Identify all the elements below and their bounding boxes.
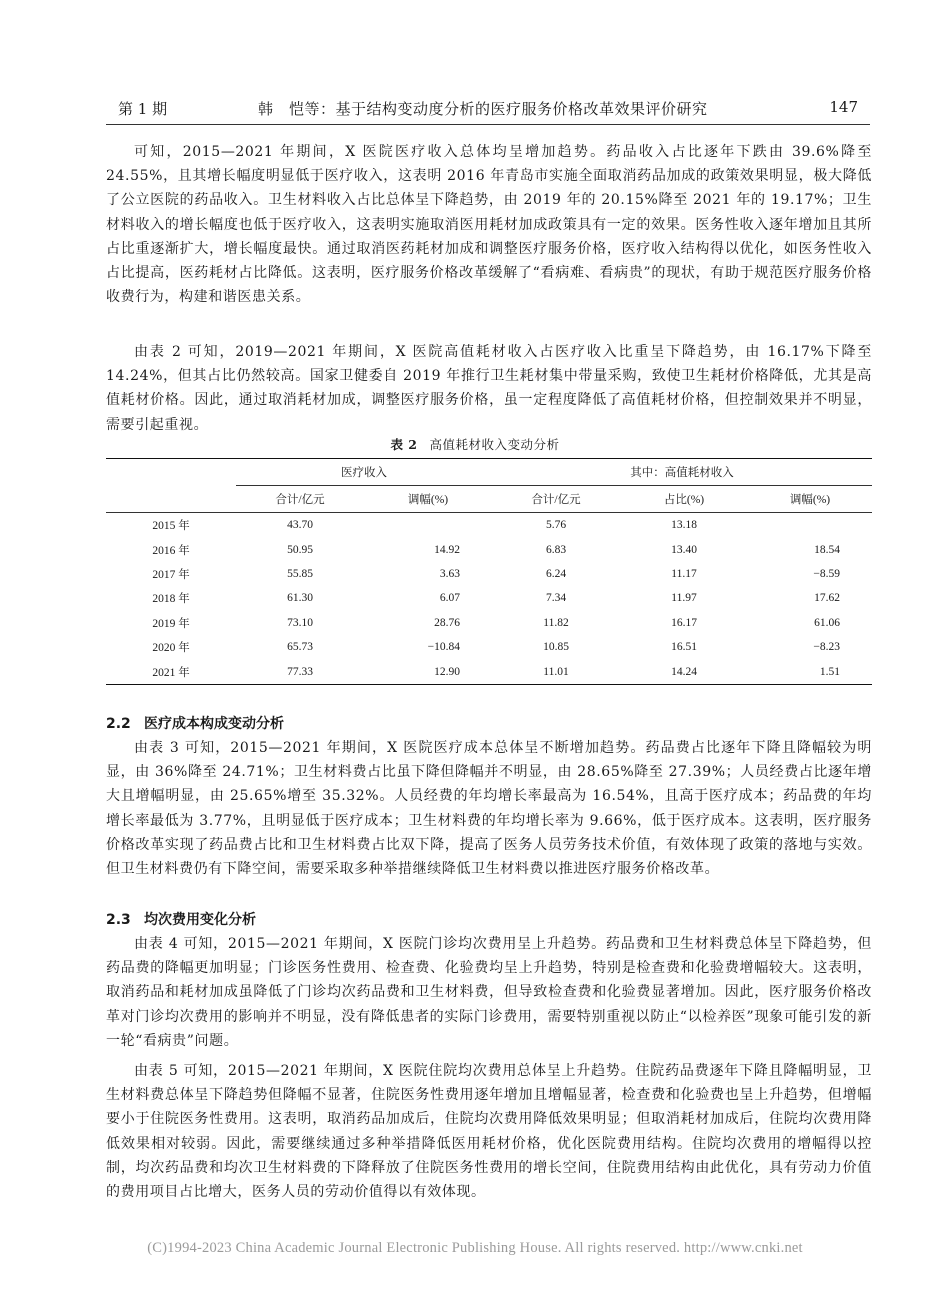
- cell-change-2: 18.54: [814, 543, 840, 556]
- section-number: 2.2: [106, 716, 131, 732]
- cell-share: 14.24: [620, 659, 748, 684]
- row-year: 2017 年: [152, 568, 190, 581]
- cell-total: 50.95: [287, 543, 313, 556]
- cell-change: −10.84: [427, 641, 460, 654]
- col-header-change-2: 调幅(%): [748, 486, 872, 513]
- row-year: 2015 年: [152, 520, 190, 533]
- cell-share: 16.51: [671, 641, 697, 654]
- section-number: 2.3: [106, 912, 131, 928]
- page-number: 147: [829, 98, 858, 116]
- section-title: 均次费用变化分析: [144, 912, 256, 928]
- table-header-row: [106, 459, 872, 486]
- col-header-total: 合计/亿元: [236, 486, 364, 513]
- section-heading-2-3: [106, 909, 256, 929]
- table-row: [106, 659, 872, 684]
- table-row: [106, 611, 872, 635]
- table-row: [106, 586, 872, 610]
- table-corner: [106, 459, 236, 486]
- paragraph-income-structure: 可知，2015—2021 年期间，X 医院医疗收入总体均呈增加趋势。药品收入占比逐年下跌由 39.6%降至 24.55%，且其增长幅度明显低于医疗收入，这表明 2016 年青岛市实施全面取消药品加成的政策效果明显，极大降低了公立医院的药品收入。卫生材料收入占比总体呈下降趋势，由 2019 年的 20.15%降至 2021 年的 19.17%；卫生材料收入的增长幅度也低于医疗收入，这表明实施取消医用耗材加成政策具有一定的效果。医务性收入逐年增加且其所占比重逐渐扩大，增长幅度最快。通过取消医药耗材加成和调整医疗服务价格，医疗收入结构得以优化，如医务性收入占比提高，医药耗材占比降低。这表明，医疗服务价格改革缓解了“看病难、看病贵”的现状，有助于规范医疗服务价格收费行为，构建和谐医患关系。: [106, 144, 872, 306]
- cell-total-2: 11.01: [492, 659, 620, 684]
- col-header-share: 占比(%): [620, 486, 748, 513]
- col-header-change: 调幅(%): [364, 486, 492, 513]
- cell-change: 12.90: [364, 659, 492, 684]
- copyright-footer: (C)1994-2023 China Academic Journal Electronic Publishing House. All rights reserved. http://www.cnki.net: [147, 1240, 803, 1256]
- cell-total-2: 7.34: [545, 592, 567, 605]
- cell-total: 65.73: [287, 641, 313, 654]
- cell-change-2: 61.06: [814, 616, 840, 629]
- cell-share: 13.18: [671, 519, 697, 532]
- row-year: 2018 年: [152, 593, 190, 606]
- running-header: [118, 98, 858, 120]
- cell-change-2: −8.59: [813, 567, 840, 580]
- col-header-total-2: 合计/亿元: [492, 486, 620, 513]
- paragraph-inpatient-cost: 由表 5 可知，2015—2021 年期间，X 医院住院均次费用总体呈上升趋势。住院药品费逐年下降且降幅明显，卫生材料费总体呈下降趋势但降幅不显著，住院医务性费用逐年增加且增幅显著，检查费和化验费也呈上升趋势，但增幅要小于住院医务性费用。这表明，取消药品加成后，住院均次费用降低效果明显；但取消耗材加成后，住院均次费用降低效果相对较弱。因此，需要继续通过多种举措降低医用耗材价格，优化医院费用结构。住院均次费用的增幅得以控制，均次药品费和均次卫生材料费的下降释放了住院医务性费用的增长空间，住院费用结构由此优化，具有劳动力价值的费用项目占比增大，医务人员的劳动价值得以有效体现。: [106, 1063, 872, 1201]
- cell-change-2: [748, 513, 872, 538]
- paragraph-outpatient-cost: 由表 4 可知，2015—2021 年期间，X 医院门诊均次费用呈上升趋势。药品费和卫生材料费总体呈下降趋势，但药品费的降幅更加明显；门诊医务性费用、检查费、化验费均呈上升趋势，特别是检查费和化验费增幅较大。这表明，取消药品和耗材加成虽降低了门诊均次药品费和卫生材料费，但导致检查费和化验费显著增加。因此，医疗服务价格改革对门诊均次费用的影响并不明显，没有降低患者的实际门诊费用，需要特别重视以防止“以检养医”现象可能引发的新一轮“看病贵”问题。: [106, 936, 872, 1049]
- group-header-high-value: 其中：高值耗材收入: [492, 459, 872, 486]
- cell-change-2: 1.51: [748, 659, 872, 684]
- row-year: 2021 年: [106, 659, 236, 684]
- cell-change: 14.92: [434, 543, 460, 556]
- cell-total: 61.30: [287, 592, 313, 605]
- row-year: 2016 年: [152, 544, 190, 557]
- cell-share: 13.40: [671, 543, 697, 556]
- group-header-medical-income: 医疗收入: [236, 459, 492, 486]
- cell-change: 3.63: [439, 567, 460, 580]
- cell-total-2: 11.82: [543, 616, 569, 629]
- section-title: 医疗成本构成变动分析: [144, 716, 284, 732]
- table-caption-title: 高值耗材收入变动分析: [429, 437, 560, 452]
- cell-total-2: 6.24: [545, 567, 567, 580]
- cell-total: 43.70: [287, 519, 313, 532]
- table-subheader-row: [106, 486, 872, 513]
- row-year: 2020 年: [152, 642, 190, 655]
- issue-label: 第 1 期: [118, 100, 168, 118]
- table-corner-2: [106, 486, 236, 513]
- header-rule: [106, 124, 870, 125]
- table-row: [106, 537, 872, 561]
- data-table: [106, 458, 872, 685]
- cell-share: 11.17: [671, 567, 697, 580]
- cell-change: 6.07: [439, 592, 460, 605]
- cell-change: [364, 513, 492, 538]
- cell-total: 55.85: [287, 567, 313, 580]
- section-heading-2-2: [106, 713, 284, 733]
- cell-total-2: 10.85: [543, 641, 569, 654]
- cell-change-2: 17.62: [814, 592, 840, 605]
- cell-total-2: 6.83: [545, 543, 567, 556]
- table-row: [106, 513, 872, 538]
- table-caption: [0, 435, 950, 453]
- table-row: [106, 635, 872, 659]
- cell-share: 11.97: [671, 592, 697, 605]
- row-year: 2019 年: [152, 617, 190, 630]
- cell-share: 16.17: [671, 616, 697, 629]
- running-title: 韩 恺等：基于结构变动度分析的医疗服务价格改革效果评价研究: [258, 100, 708, 118]
- paragraph-high-value-consumables: 由表 2 可知，2019—2021 年期间，X 医院高值耗材收入占医疗收入比重呈下降趋势，由 16.17%下降至 14.24%，但其占比仍然较高。国家卫健委自 2019 年推行卫生耗材集中带量采购，致使卫生耗材价格降低，尤其是高值耗材价格。因此，通过取消耗材加成，调整医疗服务价格，虽一定程度降低了高值耗材价格，但控制效果并不明显，需要引起重视。: [106, 344, 872, 433]
- cell-change-2: −8.23: [813, 641, 840, 654]
- cell-total: 73.10: [287, 616, 313, 629]
- cell-change: 28.76: [434, 616, 460, 629]
- cell-total: 77.33: [236, 659, 364, 684]
- table-row: [106, 562, 872, 586]
- paragraph-cost-structure: 由表 3 可知，2015—2021 年期间，X 医院医疗成本总体呈不断增加趋势。药品费占比逐年下降且降幅较为明显，由 36%降至 24.71%；卫生材料费占比虽下降但降幅并不明显，由 28.65%降至 27.39%；人员经费占比逐年增大且增幅明显，由 25.65%增至 35.32%。人员经费的年均增长率最高为 16.54%，且高于医疗成本；药品费的年均增长率最低为 3.77%，且明显低于医疗成本；卫生材料费的年均增长率为 9.66%，低于医疗成本。这表明，医疗服务价格改革实现了药品费占比和卫生材料费占比双下降，提高了医务人员劳务技术价值，有效体现了政策的落地与实效。但卫生材料费仍有下降空间，需要采取多种举措继续降低卫生材料费以推进医疗服务价格改革。: [106, 740, 872, 878]
- cell-total-2: 5.76: [545, 519, 567, 532]
- table-caption-label: 表 2: [390, 437, 418, 452]
